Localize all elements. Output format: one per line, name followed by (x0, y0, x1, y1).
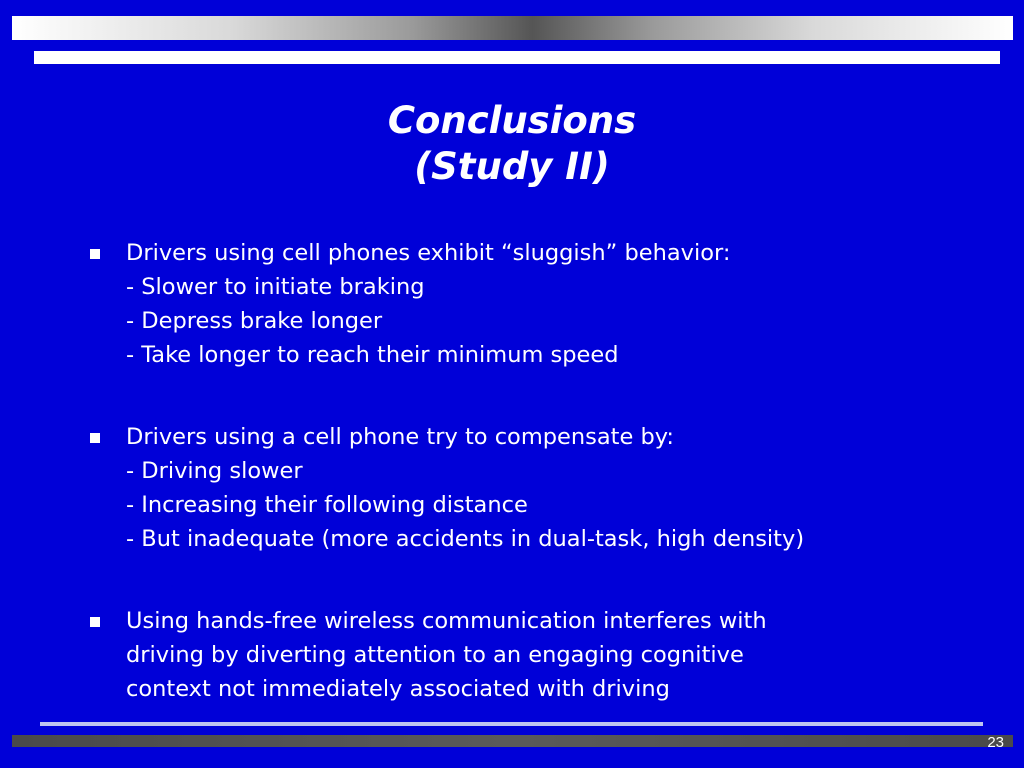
top-gradient-bar (12, 16, 1013, 40)
bullet-item (88, 236, 968, 372)
bullet-line: context not immediately associated with driving (126, 676, 670, 702)
bottom-bar (12, 735, 1013, 747)
bullet-line: Drivers using cell phones exhibit “sluggish” behavior: (126, 240, 731, 266)
bullet-line: - Slower to initiate braking (126, 274, 425, 300)
bullet-line: - Depress brake longer (126, 308, 383, 334)
bullet-line: Drivers using a cell phone try to compensate by: (126, 424, 674, 450)
bullet-item (88, 420, 968, 556)
bottom-divider-line (40, 722, 983, 726)
top-white-bar (34, 51, 1000, 64)
square-bullet-icon (90, 249, 100, 259)
bullet-line: - Driving slower (126, 458, 303, 484)
bullet-line: driving by diverting attention to an engaging cognitive (126, 642, 744, 668)
bullet-line: - Increasing their following distance (126, 492, 528, 518)
page-number: 23 (987, 734, 1004, 751)
bullet-line: - Take longer to reach their minimum speed (126, 342, 619, 368)
title-line-1: Conclusions (387, 99, 637, 142)
bullet-item (88, 604, 968, 706)
bullet-list (88, 236, 968, 754)
slide-title (0, 98, 1024, 190)
square-bullet-icon (90, 433, 100, 443)
bullet-line: Using hands-free wireless communication interferes with (126, 608, 767, 634)
title-line-2: (Study II) (414, 145, 610, 188)
bullet-line: - But inadequate (more accidents in dual-task, high density) (126, 526, 805, 552)
square-bullet-icon (90, 617, 100, 627)
